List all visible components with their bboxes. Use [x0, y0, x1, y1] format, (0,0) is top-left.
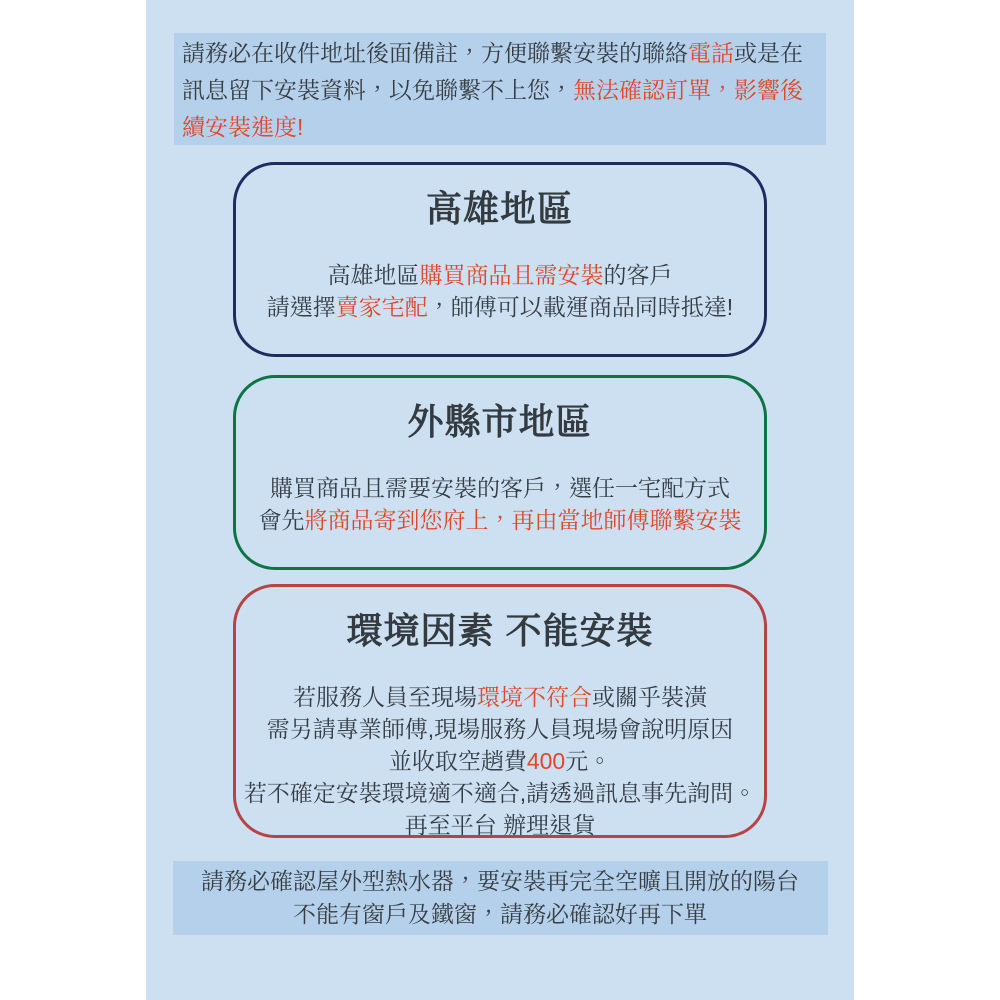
- text-segment: 元。: [565, 748, 612, 774]
- text-segment: 請選擇: [266, 294, 336, 320]
- outer-counties-box: [233, 375, 767, 570]
- info-sheet: [146, 0, 854, 1000]
- highlighted-text: 無法確認訂單，影響後: [573, 77, 803, 103]
- text-line: [236, 777, 764, 809]
- text-segment: ，師傅可以載運商品同時抵達!: [427, 294, 734, 320]
- text-segment: 不能有窗戶及鐵窗，請務必確認好再下單: [293, 901, 707, 927]
- highlighted-text: 環境不符合: [477, 684, 592, 710]
- highlighted-text: 400: [526, 748, 566, 774]
- text-line: [236, 504, 764, 536]
- kaohsiung-area-body: [236, 259, 764, 323]
- text-line: [182, 35, 818, 72]
- outdoor-heater-warning-notice: [173, 861, 828, 935]
- text-segment: 請務必確認屋外型熱水器，要安裝再完全空曠且開放的陽台: [201, 868, 799, 894]
- highlighted-text: 續安裝進度!: [182, 114, 304, 140]
- environment-restriction-body: [236, 681, 764, 841]
- text-line: [173, 865, 828, 898]
- text-line: [182, 109, 818, 146]
- contact-reminder-notice: [174, 33, 826, 145]
- text-segment: 需另請專業師傅,現場服務人員現場會說明原因: [266, 716, 734, 742]
- highlighted-text: 將商品寄到您府上，再由當地師傅聯繫安裝: [304, 507, 742, 533]
- text-line: [236, 809, 764, 841]
- text-segment: 或是在: [734, 40, 803, 66]
- text-segment: 並收取空趙費: [388, 748, 527, 774]
- text-line: [173, 898, 828, 931]
- text-line: [236, 681, 764, 713]
- text-segment: 購買商品且需要安裝的客戶，選任一宅配方式: [270, 475, 730, 501]
- environment-restriction-title: 環境因素 不能安裝: [346, 610, 654, 651]
- text-segment: 或關乎裝潢: [592, 684, 707, 710]
- text-segment: 再至平台 辦理退貨: [404, 812, 596, 838]
- outer-counties-title: 外縣市地區: [407, 401, 593, 442]
- text-segment: 的客戶: [603, 262, 673, 288]
- text-line: [236, 259, 764, 291]
- environment-restriction-box: [233, 584, 767, 838]
- highlighted-text: 電話: [688, 40, 734, 66]
- text-line: [236, 745, 764, 777]
- highlighted-text: 賣家宅配: [335, 294, 428, 320]
- text-line: [182, 72, 818, 109]
- text-segment: 會先: [258, 507, 305, 533]
- text-line: [236, 472, 764, 504]
- text-segment: 高雄地區: [327, 262, 420, 288]
- text-segment: 若不確定安裝環境適不適合,請透過訊息事先詢問。: [243, 780, 757, 806]
- text-segment: 訊息留下安裝資料，以免聯繫不上您，: [182, 77, 573, 103]
- text-line: [236, 713, 764, 745]
- outer-counties-body: [236, 472, 764, 536]
- text-line: [236, 291, 764, 323]
- kaohsiung-area-box: [233, 162, 767, 357]
- text-segment: 若服務人員至現場: [293, 684, 477, 710]
- text-segment: 請務必在收件地址後面備註，方便聯繫安裝的聯絡: [182, 40, 688, 66]
- kaohsiung-area-title: 高雄地區: [425, 188, 574, 229]
- highlighted-text: 購買商品且需安裝: [419, 262, 604, 288]
